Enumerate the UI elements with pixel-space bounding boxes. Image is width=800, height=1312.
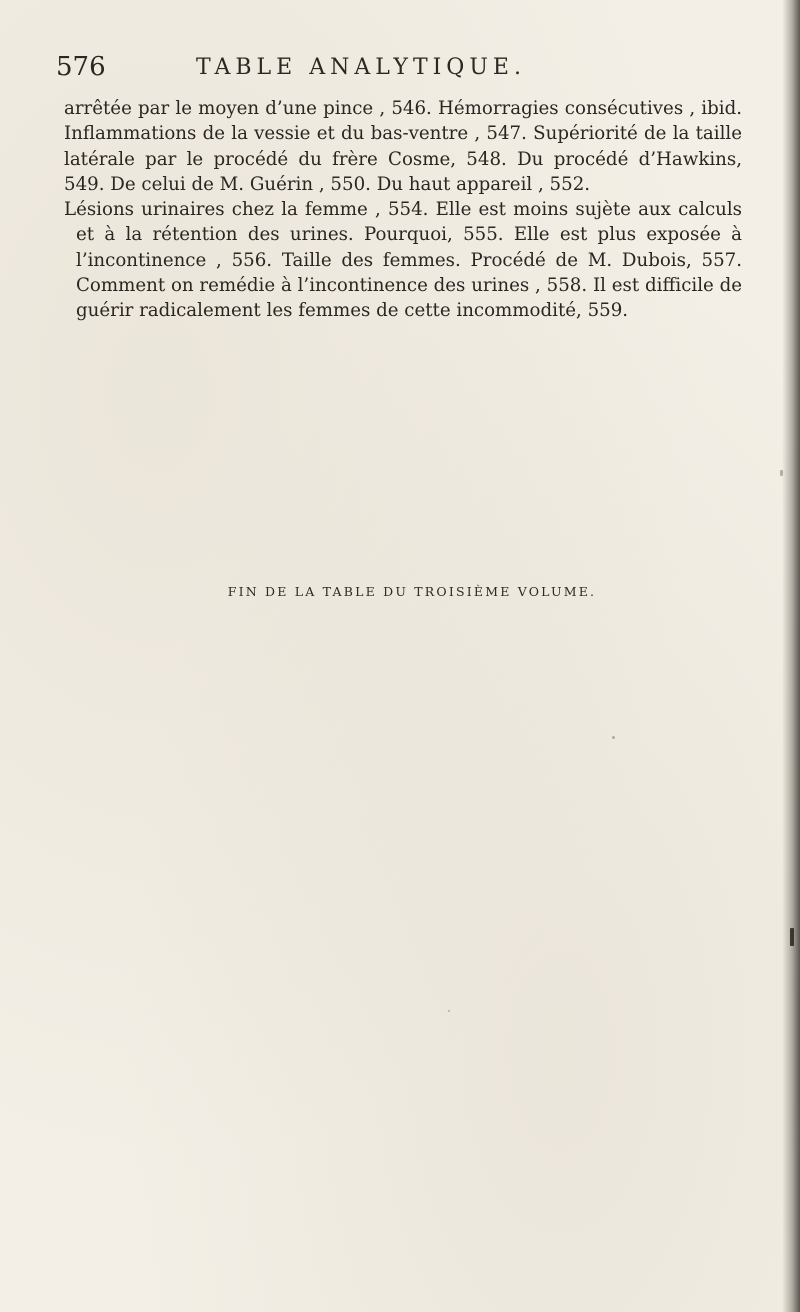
page-edge-shadow bbox=[782, 0, 800, 1312]
index-entry-lesions-urinaires: Lésions urinaires chez la femme , 554. Elle est moins sujète aux calculs et à la rétention des urines. Pourquoi, 555. Elle est plus exposée à l’incontinence , 556. Taille des femmes. Procédé de M. Dubois, 557. Comment on remédie à l’incontinence des urines , 558. Il est difficile de guérir radicalement les femmes de cette incommodité, 559. bbox=[64, 199, 742, 322]
end-of-table-note: FIN DE LA TABLE DU TROISIÈME VOLUME. bbox=[227, 584, 597, 599]
paper-speck bbox=[448, 1010, 450, 1012]
page-number: 576 bbox=[56, 52, 106, 82]
index-body bbox=[52, 96, 742, 324]
paper-speck bbox=[780, 470, 783, 476]
paper-speck bbox=[612, 736, 615, 739]
paper-mark bbox=[790, 928, 794, 946]
page-header bbox=[56, 52, 776, 92]
running-title: TABLE ANALYTIQUE. bbox=[196, 55, 526, 80]
index-entry-continuation: arrêtée par le moyen d’une pince , 546. Hémorragies consécutives , ibid. Inflammations de la vessie et du bas-ventre , 547. Supériorité de la taille latérale par le procédé du frère Cosme, 548. Du procédé d’Hawkins, 549. De celui de M. Guérin , 550. Du haut appareil , 552. bbox=[64, 98, 742, 195]
